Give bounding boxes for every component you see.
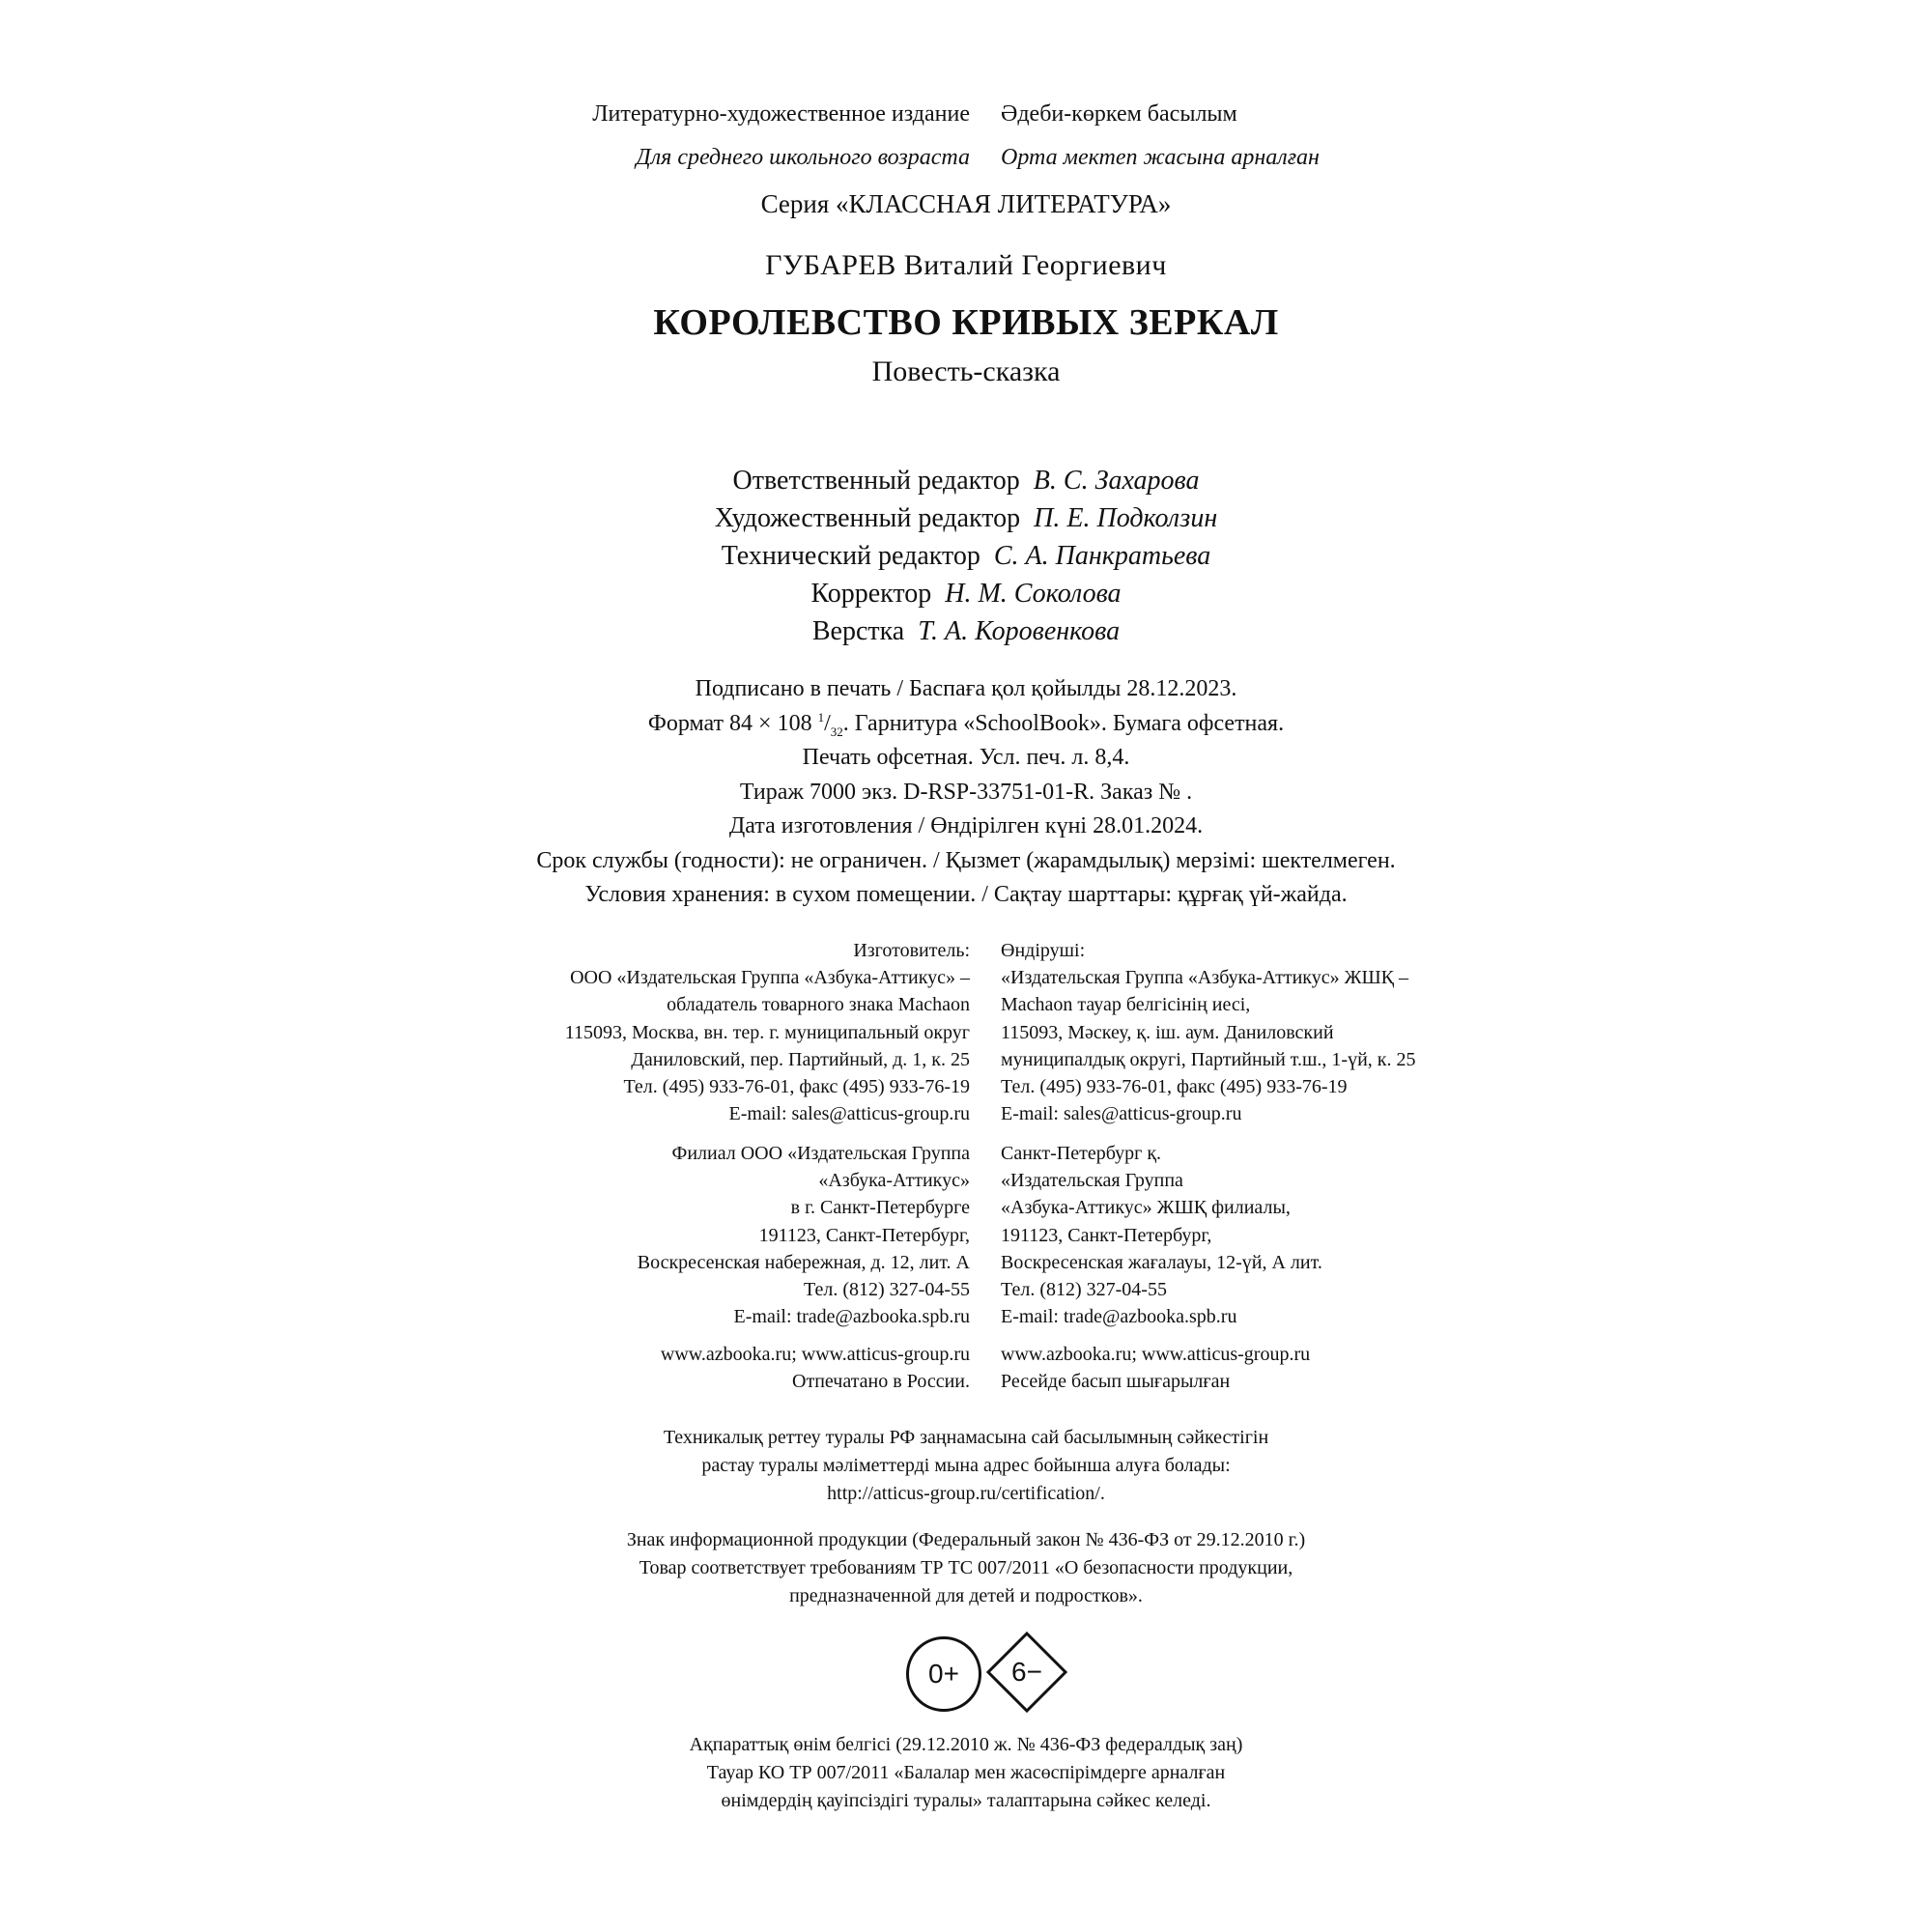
staff-role: Художественный редактор: [714, 503, 1021, 533]
author-name: ГУБАРЕВ Виталий Георгиевич: [765, 249, 1167, 281]
branch-kz: [1001, 1140, 1322, 1330]
certification-line: растау туралы мәліметтерді мына адрес бойынша алуға болады:: [701, 1455, 1231, 1476]
web-kz-line: Ресейде басып шығарылған: [1001, 1371, 1231, 1393]
manufacture-date: Дата изготовления / Өндірілген күні 28.01.2024.: [728, 813, 1204, 838]
branch-kz-line: Тел. (812) 327-04-55: [1001, 1278, 1167, 1300]
age-group-kz: Орта мектеп жасына арналған: [1001, 145, 1320, 170]
staff-name: В. С. Захарова: [1033, 466, 1200, 496]
web-ru-line: Отпечатано в России.: [792, 1371, 970, 1393]
format-line: [0, 707, 1932, 742]
book-title: КОРОЛЕВСТВО КРИВЫХ ЗЕРКАЛ: [653, 302, 1279, 343]
manufacturer-kz-line: муниципалдық округі, Партийный т.ш., 1-үй, к. 25: [1001, 1048, 1416, 1070]
branch-kz-line: Санкт-Петербург қ.: [1001, 1143, 1162, 1164]
manufacturer-kz-line: «Издательская Группа «Азбука-Аттикус» ЖШҚ –: [1001, 967, 1409, 989]
staff-row: [0, 612, 1932, 650]
branch-kz-line: «Издательская Группа: [1001, 1170, 1183, 1192]
branch-kz-line: Воскресенская жағалауы, 12-үй, А лит.: [1001, 1251, 1322, 1273]
branch-kz-line: 191123, Санкт-Петербург,: [1001, 1224, 1212, 1246]
manufacturer-kz-line: Machaon тауар белгісінің иесі,: [1001, 994, 1251, 1016]
manufacturer-kz: [1001, 937, 1416, 1127]
manufacturer-kz-line: Тел. (495) 933-76-01, факс (495) 933-76-19: [1001, 1075, 1348, 1097]
branch-ru-line: Воскресенская набережная, д. 12, лит. А: [637, 1251, 970, 1273]
law-ru-line: предназначенной для детей и подростков».: [789, 1585, 1143, 1606]
signed-date: Подписано в печать / Баспаға қол қойылды 28.12.2023.: [695, 676, 1237, 701]
law-notice-kz: [0, 1731, 1932, 1815]
print-method: Печать офсетная. Усл. печ. л. 8,4.: [802, 745, 1130, 770]
manufacturer-ru-line: E-mail: sales@atticus-group.ru: [728, 1103, 970, 1125]
certification-line: Техникалық реттеу туралы РФ заңнамасына сай басылымның сәйкестігін: [663, 1427, 1269, 1448]
format-suffix: . Гарнитура «SchoolBook». Бумага офсетная.: [842, 710, 1285, 736]
format-prefix: Формат 84 × 108: [647, 710, 818, 736]
law-kz-line: Ақпараттық өнім белгісі (29.12.2010 ж. № 436-ФЗ федералдық заң): [689, 1734, 1243, 1755]
web-kz: [1001, 1341, 1310, 1395]
book-subtitle: Повесть-сказка: [871, 355, 1061, 387]
staff-role: Технический редактор: [721, 541, 980, 571]
staff-row: [0, 575, 1932, 612]
print-details: [0, 672, 1932, 913]
age-rating-marks: [906, 1631, 1070, 1716]
manufacturer-ru: [565, 937, 970, 1127]
staff-row: [0, 462, 1932, 499]
format-denominator: 32: [830, 724, 843, 739]
staff-role: Верстка: [811, 616, 905, 646]
manufacturer-ru-line: 115093, Москва, вн. тер. г. муниципальный округ: [564, 1021, 970, 1043]
manufacturer-kz-line: Өндіруші:: [1001, 940, 1086, 961]
shelf-life: Срок службы (годности): не ограничен. / Қызмет (жарамдылық) мерзімі: шектелмеген.: [536, 847, 1396, 873]
manufacturer-ru-line: обладатель товарного знака Machaon: [667, 994, 970, 1016]
staff-name: С. А. Панкратьева: [993, 541, 1211, 571]
certification-notice: [0, 1424, 1932, 1508]
law-kz-line: өнімдердің қауіпсіздігі туралы» талаптарына сәйкес келеді.: [721, 1790, 1211, 1811]
branch-kz-line: E-mail: trade@azbooka.spb.ru: [1001, 1306, 1237, 1328]
staff-name: Т. А. Коровенкова: [918, 616, 1121, 646]
branch-ru-line: 191123, Санкт-Петербург,: [758, 1224, 970, 1246]
staff-name: П. Е. Подколзин: [1034, 503, 1218, 533]
format-numerator: 1: [817, 709, 825, 724]
series-name: Серия «КЛАССНАЯ ЛИТЕРАТУРА»: [760, 189, 1172, 218]
law-kz-line: Тауар КО ТР 007/2011 «Балалар мен жасөспірімдерге арналған: [706, 1762, 1226, 1783]
manufacturer-ru-line: ООО «Издательская Группа «Азбука-Аттикус» –: [570, 967, 970, 989]
branch-ru-line: E-mail: trade@azbooka.spb.ru: [733, 1306, 970, 1328]
staff-name: Н. М. Соколова: [945, 579, 1122, 609]
staff-role: Ответственный редактор: [732, 466, 1020, 496]
staff-row: [0, 537, 1932, 575]
branch-ru-line: Тел. (812) 327-04-55: [804, 1278, 970, 1300]
edition-type-kz: Әдеби-көркем басылым: [1001, 101, 1237, 127]
manufacturer-kz-line: E-mail: sales@atticus-group.ru: [1001, 1103, 1242, 1125]
branch-ru-line: Филиал ООО «Издательская Группа: [671, 1143, 970, 1164]
web-ru: [661, 1341, 970, 1395]
manufacturer-kz-line: 115093, Мәскеу, қ. іш. аум. Даниловский: [1001, 1021, 1334, 1043]
staff-credits: [0, 462, 1932, 650]
certification-line: http://atticus-group.ru/certification/.: [827, 1483, 1105, 1504]
age-rating-circle-icon: 0+: [906, 1636, 981, 1712]
branch-ru-line: «Азбука-Аттикус»: [818, 1170, 970, 1192]
manufacturer-ru-line: Изготовитель:: [853, 940, 970, 961]
law-ru-line: Товар соответствует требованиям ТР ТС 007/2011 «О безопасности продукции,: [639, 1557, 1293, 1578]
branch-ru-line: в г. Санкт-Петербурге: [790, 1197, 970, 1219]
manufacturer-ru-line: Тел. (495) 933-76-01, факс (495) 933-76-19: [623, 1075, 970, 1097]
edition-type-ru: Литературно-художественное издание: [592, 101, 970, 127]
manufacturer-ru-line: Даниловский, пер. Партийный, д. 1, к. 25: [631, 1048, 970, 1070]
web-ru-line: www.azbooka.ru; www.atticus-group.ru: [660, 1344, 970, 1365]
branch-ru: [638, 1140, 970, 1330]
storage-conditions: Условия хранения: в сухом помещении. / Сақтау шарттары: құрғақ үй-жайда.: [584, 882, 1348, 907]
web-kz-line: www.azbooka.ru; www.atticus-group.ru: [1001, 1344, 1311, 1365]
age-group-ru: Для среднего школьного возраста: [636, 145, 970, 170]
staff-row: [0, 499, 1932, 537]
format-slash: /: [824, 710, 831, 736]
age-rating-diamond-label: 6−: [1011, 1657, 1042, 1687]
law-notice-ru: [0, 1526, 1932, 1610]
print-run: Тираж 7000 экз. D-RSP-33751-01-R. Заказ № .: [739, 779, 1193, 805]
branch-kz-line: «Азбука-Аттикус» ЖШҚ филиалы,: [1001, 1197, 1291, 1219]
staff-role: Корректор: [810, 579, 932, 609]
law-ru-line: Знак информационной продукции (Федеральный закон № 436-ФЗ от 29.12.2010 г.): [626, 1529, 1306, 1550]
